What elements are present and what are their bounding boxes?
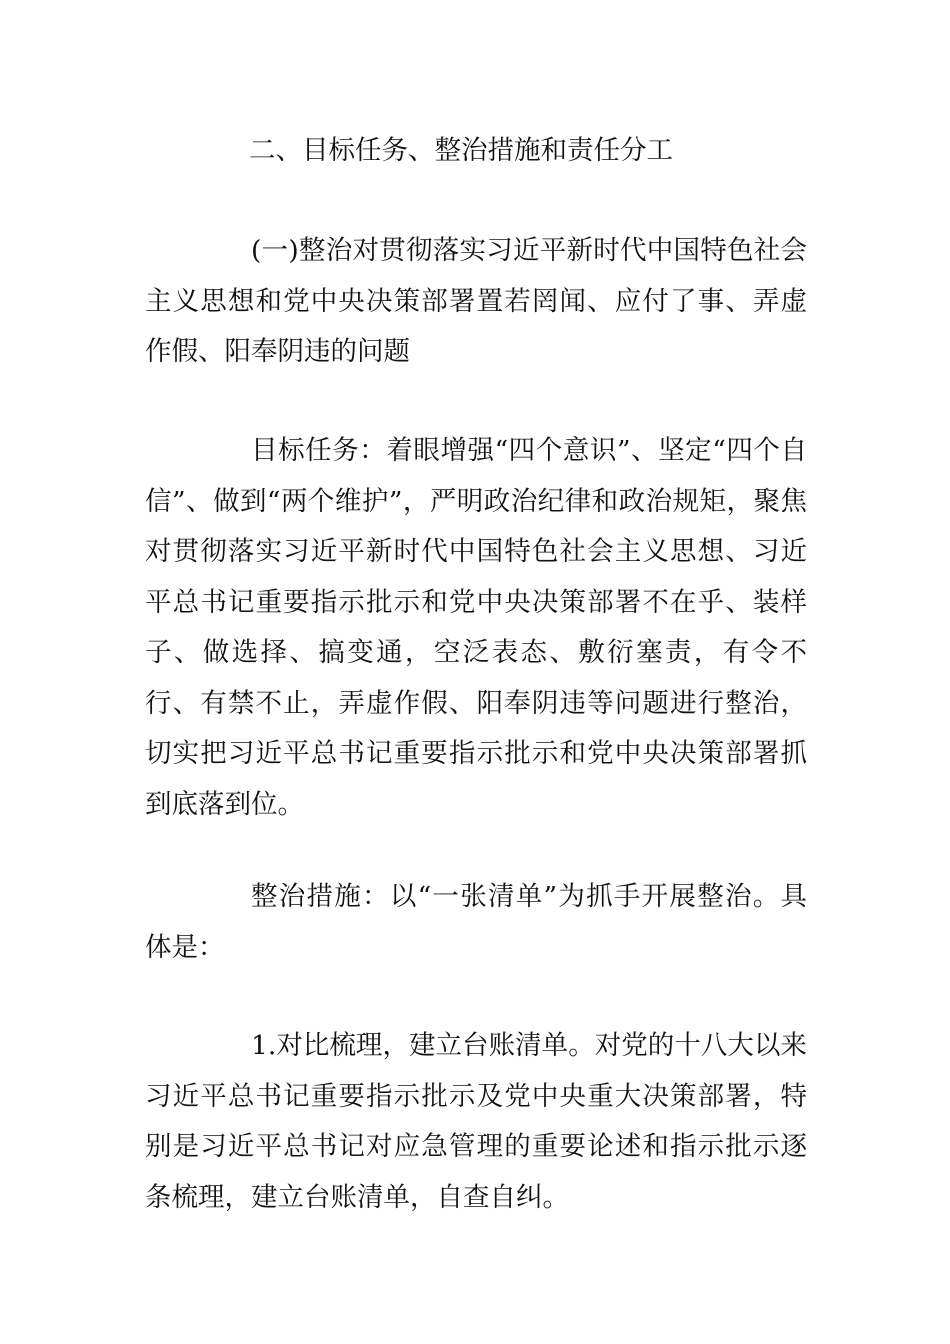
measures-paragraph: 整治措施：以“一张清单”为抓手开展整治。具体是：: [145, 881, 807, 963]
measure-item-1-paragraph: 1.对比梳理，建立台账清单。对党的十八大以来习近平总书记重要指示批示及党中央重大决策部署，特别是习近平总书记对应急管理的重要论述和指示批示逐条梳理，建立台账清单，自查自纠。: [145, 1030, 807, 1213]
subsection-title-paragraph: (一)整治对贯彻落实习近平新时代中国特色社会主义思想和党中央决策部署置若罔闻、应付了事、弄虚作假、阳奉阴违的问题: [145, 235, 807, 367]
section-heading: 二、目标任务、整治措施和责任分工: [249, 135, 673, 166]
target-task-paragraph: 目标任务：着眼增强“四个意识”、坚定“四个自信”、做到“两个维护”，严明政治纪律和政治规矩，聚焦对贯彻落实习近平新时代中国特色社会主义思想、习近平总书记重要指示批示和党中央决策部署不在乎、装样子、做选择、搞变通，空泛表态、敷衍塞责，有令不行、有禁不止，弄虚作假、阳奉阴违等问题进行整治，切实把习近平总书记重要指示批示和党中央决策部署抓到底落到位。: [145, 435, 807, 820]
